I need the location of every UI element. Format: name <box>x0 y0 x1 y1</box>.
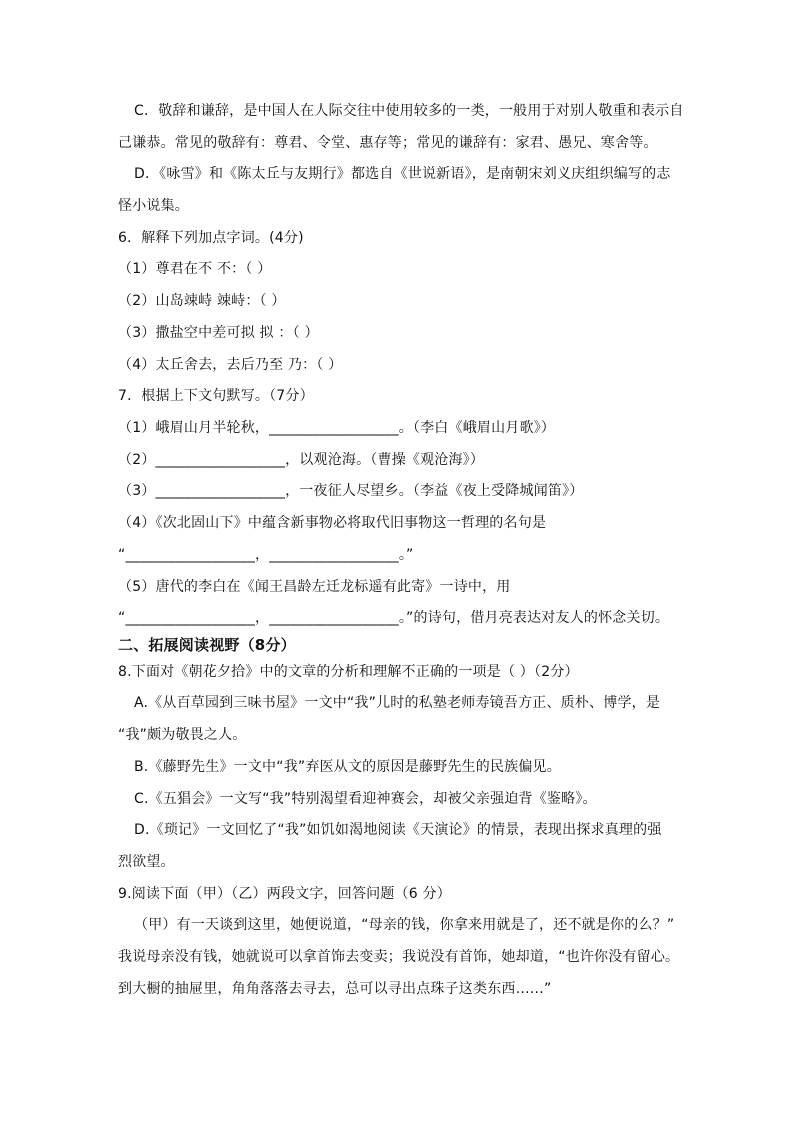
question-8-option-d-line-2: 烈欲望。 <box>118 854 175 870</box>
question-7: 7．根据上下文句默写。（7分） <box>118 388 314 404</box>
question-7-item-4-line-2: “__________________，__________________。” <box>118 547 414 563</box>
option-d-line-1: D．《咏雪》和《陈太丘与友期行》都选自《世说新语》，是南朝宋刘义庆组织编写的志 <box>134 166 671 182</box>
option-d-line-2: 怪小说集。 <box>118 198 189 214</box>
question-8-option-a-line-2: “我”颇为敬畏之人。 <box>118 727 247 743</box>
question-7-item-4-line-1: （4）《次北固山下》中蕴含新事物必将取代旧事物这一哲理的名句是 <box>118 515 547 531</box>
question-8-option-b: B.《藤野先生》一文中“我”弃医从文的原因是藤野先生的民族偏见。 <box>134 759 561 775</box>
question-7-item-5-line-1: （5）唐代的李白在《闻王昌龄左迁龙标遥有此寄》一诗中，用 <box>118 579 511 595</box>
question-8-option-d-line-1: D.《琐记》一文回忆了“我”如饥如渴地阅读《天演论》的情景，表现出探求真理的强 <box>134 822 662 838</box>
question-6-item-4: （4）太丘舍去，去后乃至 乃：（ ） <box>118 357 343 373</box>
passage-jia-line-1: （甲）有一天谈到这里，她便说道，“母亲的钱，你拿来用就是了，还不就是你的么？” <box>134 917 675 933</box>
question-8-option-c: C.《五猖会》一文写“我”特别渴望看迎神赛会，却被父亲强迫背《鉴略》。 <box>134 791 597 807</box>
question-7-item-5-line-2: “__________________，__________________。”的诗句，借月亮表达对友人的怀念关切。 <box>118 610 670 626</box>
question-9: 9.阅读下面（甲）（乙）两段文字，回答问题（6 分） <box>118 886 451 902</box>
question-6-item-2: （2）山岛竦峙 竦峙：（ ） <box>118 293 286 309</box>
passage-jia-line-3: 到大橱的抽屉里，角角落落去寻去，总可以寻出点珠子这类东西……” <box>118 981 552 997</box>
question-7-item-2: （2）__________________，以观沧海。（曹操《观沧海》） <box>118 452 485 468</box>
question-6: 6．解释下列加点字词。(4分) <box>118 230 304 246</box>
passage-jia-line-2: 我说母亲没有钱，她就说可以拿首饰去变卖；我说没有首饰，她却道，“也许你没有留心。 <box>118 949 680 965</box>
option-c-line-1: C．敬辞和谦辞，是中国人在人际交往中使用较多的一类，一般用于对别人敬重和表示自 <box>134 103 684 119</box>
option-c-line-2: 己谦恭。常见的敬辞有：尊君、令堂、惠存等；常见的谦辞有：家君、愚兄、寒舍等。 <box>118 135 658 151</box>
section-2-heading: 二、拓展阅读视野（8分） <box>118 636 296 654</box>
question-7-item-1: （1）峨眉山月半轮秋，__________________。（李白《峨眉山月歌》） <box>118 420 556 436</box>
question-8-option-a-line-1: A.《从百草园到三味书屋》一文中“我”儿时的私塾老师寿镜吾方正、质朴、博学，是 <box>134 695 661 711</box>
question-6-item-1: （1）尊君在不 不：（ ） <box>118 261 272 277</box>
question-8: 8.下面对《朝花夕拾》中的文章的分析和理解不正确的一项是（ ）（2分） <box>118 664 579 680</box>
question-7-item-3: （3）__________________，一夜征人尽望乡。（李益《夜上受降城闻笛》） <box>118 483 584 499</box>
question-6-item-3: （3）撒盐空中差可拟 拟 ：（ ） <box>118 325 319 341</box>
